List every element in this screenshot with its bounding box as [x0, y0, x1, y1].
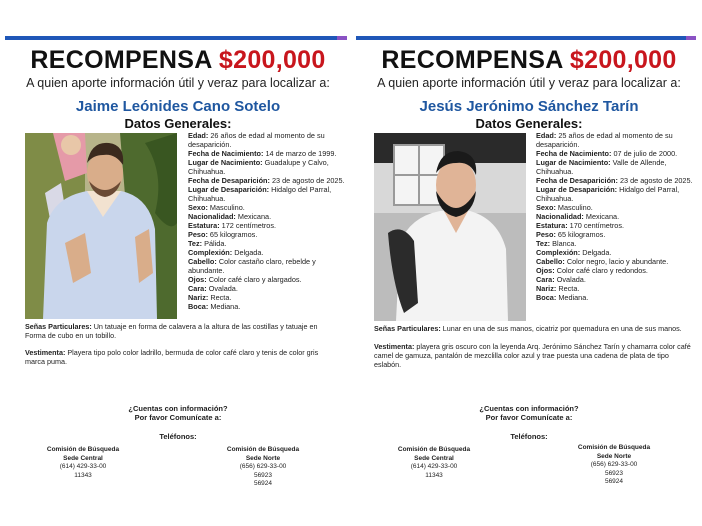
clothing: Vestimenta: playera gris oscuro con la leyenda Arq. Jerónimo Sánchez Tarín y chamarra color café camel de gamuza, pantalón de mezclilla color azul y trae puesta una cadena de plata de tipo eslabón.	[374, 342, 691, 369]
detail-nacionalidad: Nacionalidad: Mexicana.	[188, 212, 272, 221]
detail-complexion: Complexión: Delgada.	[188, 248, 264, 257]
person-photo	[25, 133, 177, 319]
section-title: Datos Generales:	[124, 116, 232, 131]
detail-nariz: Nariz: Recta.	[536, 284, 580, 293]
missing-person-name: Jesús Jerónimo Sánchez Tarín	[419, 98, 639, 115]
poster-right	[356, 0, 702, 526]
detail-edad: Edad: 25 años de edad al momento de su desaparición.	[536, 131, 673, 149]
poster-left	[5, 0, 351, 526]
headline	[356, 46, 702, 75]
detail-ojos: Ojos: Color café claro y alargados.	[188, 275, 302, 284]
detail-boca: Boca: Mediana.	[188, 302, 241, 311]
subheading: A quien aporte información útil y veraz para localizar a:	[26, 76, 330, 90]
detail-peso: Peso: 65 kilogramos.	[188, 230, 258, 239]
detail-sexo: Sexo: Masculino.	[536, 203, 593, 212]
person-photo-illustration	[25, 133, 177, 319]
distinguishing-marks: Señas Particulares: Un tatuaje en forma de calavera a la altura de las costillas y tatuaje en Forma de cubo en un tobillo.	[25, 322, 318, 340]
detail-fecha-nacimiento: Fecha de Nacimiento: 07 de julio de 2000.	[536, 149, 678, 158]
headline	[5, 46, 351, 75]
detail-ojos: Ojos: Color café claro y redondos.	[536, 266, 648, 275]
contact-question: ¿Cuentas con información?	[128, 404, 228, 413]
person-photo	[374, 133, 526, 321]
detail-lugar-desaparicion: Lugar de Desaparición: Hidalgo del Parral, Chihuahua.	[536, 185, 680, 203]
detail-tez: Tez: Blanca.	[536, 239, 577, 248]
reward-amount: $200,000	[569, 46, 677, 74]
person-photo-illustration	[374, 133, 526, 321]
phones-title: Teléfonos:	[159, 432, 197, 441]
detail-lugar-desaparicion: Lugar de Desaparición: Hidalgo del Parral, Chihuahua.	[188, 185, 332, 203]
missing-person-name: Jaime Leónides Cano Sotelo	[75, 98, 281, 115]
phone-number[interactable]: (614) 429-33-00	[410, 463, 458, 470]
detail-lugar-nacimiento: Lugar de Nacimiento: Guadalupe y Calvo, Chihuahua.	[188, 158, 329, 176]
header-bar	[356, 36, 696, 40]
office-central: Comisión de Búsqueda Sede Central (614) 429-33-00 11343	[23, 446, 143, 480]
header-bar-accent	[337, 36, 347, 40]
contact-please: Por favor Comunícate a:	[485, 413, 573, 422]
clothing: Vestimenta: Playera tipo polo color ladrillo, bermuda de color café claro y tenis de color gris marca puma.	[25, 348, 319, 366]
detail-sexo: Sexo: Masculino.	[188, 203, 245, 212]
section-title: Datos Generales:	[475, 116, 583, 131]
subheading: A quien aporte información útil y veraz para localizar a:	[377, 76, 681, 90]
distinguishing-marks: Señas Particulares: Lunar en una de sus manos, cicatriz por quemadura en una de sus manos.	[374, 324, 682, 333]
office-central: Comisión de Búsqueda Sede Central (614) 429-33-00 11343	[374, 446, 494, 480]
header-bar	[5, 36, 347, 40]
contact-question: ¿Cuentas con información?	[479, 404, 579, 413]
office-norte: Comisión de Búsqueda Sede Norte (656) 629-33-00 56923 56924	[554, 444, 674, 487]
detail-fecha-desaparicion: Fecha de Desaparición: 23 de agosto de 2025.	[536, 176, 693, 185]
detail-complexion: Complexión: Delgada.	[536, 248, 612, 257]
detail-cabello: Cabello: Color negro, lacio y abundante.	[536, 257, 669, 266]
detail-boca: Boca: Mediana.	[536, 293, 589, 302]
detail-lugar-nacimiento: Lugar de Nacimiento: Valle de Allende, Chihuahua.	[536, 158, 667, 176]
detail-cara: Cara: Ovalada.	[536, 275, 586, 284]
detail-cabello: Cabello: Color castaño claro, rebelde y abundante.	[188, 257, 316, 275]
detail-fecha-nacimiento: Fecha de Nacimiento: 14 de marzo de 1999.	[188, 149, 337, 158]
detail-estatura: Estatura: 170 centímetros.	[536, 221, 625, 230]
detail-nacionalidad: Nacionalidad: Mexicana.	[536, 212, 620, 221]
detail-estatura: Estatura: 172 centímetros.	[188, 221, 277, 230]
detail-cara: Cara: Ovalada.	[188, 284, 238, 293]
detail-fecha-desaparicion: Fecha de Desaparición: 23 de agosto de 2025.	[188, 176, 345, 185]
phones-title: Teléfonos:	[510, 432, 548, 441]
reward-amount: $200,000	[218, 46, 326, 74]
detail-tez: Tez: Pálida.	[188, 239, 227, 248]
contact-please: Por favor Comunícate a:	[134, 413, 222, 422]
headline-word: RECOMPENSA	[30, 46, 212, 74]
phone-number[interactable]: (656) 629-33-00	[239, 463, 287, 470]
detail-peso: Peso: 65 kilogramos.	[536, 230, 606, 239]
details-list	[536, 131, 696, 302]
detail-edad: Edad: 26 años de edad al momento de su desaparición.	[188, 131, 325, 149]
header-bar-accent	[686, 36, 696, 40]
office-norte: Comisión de Búsqueda Sede Norte (656) 629-33-00 56923 56924	[203, 446, 323, 489]
headline-word: RECOMPENSA	[381, 46, 563, 74]
detail-nariz: Nariz: Recta.	[188, 293, 232, 302]
phone-number[interactable]: (656) 629-33-00	[590, 461, 638, 468]
details-list	[188, 131, 348, 311]
phone-number[interactable]: (614) 429-33-00	[59, 463, 107, 470]
